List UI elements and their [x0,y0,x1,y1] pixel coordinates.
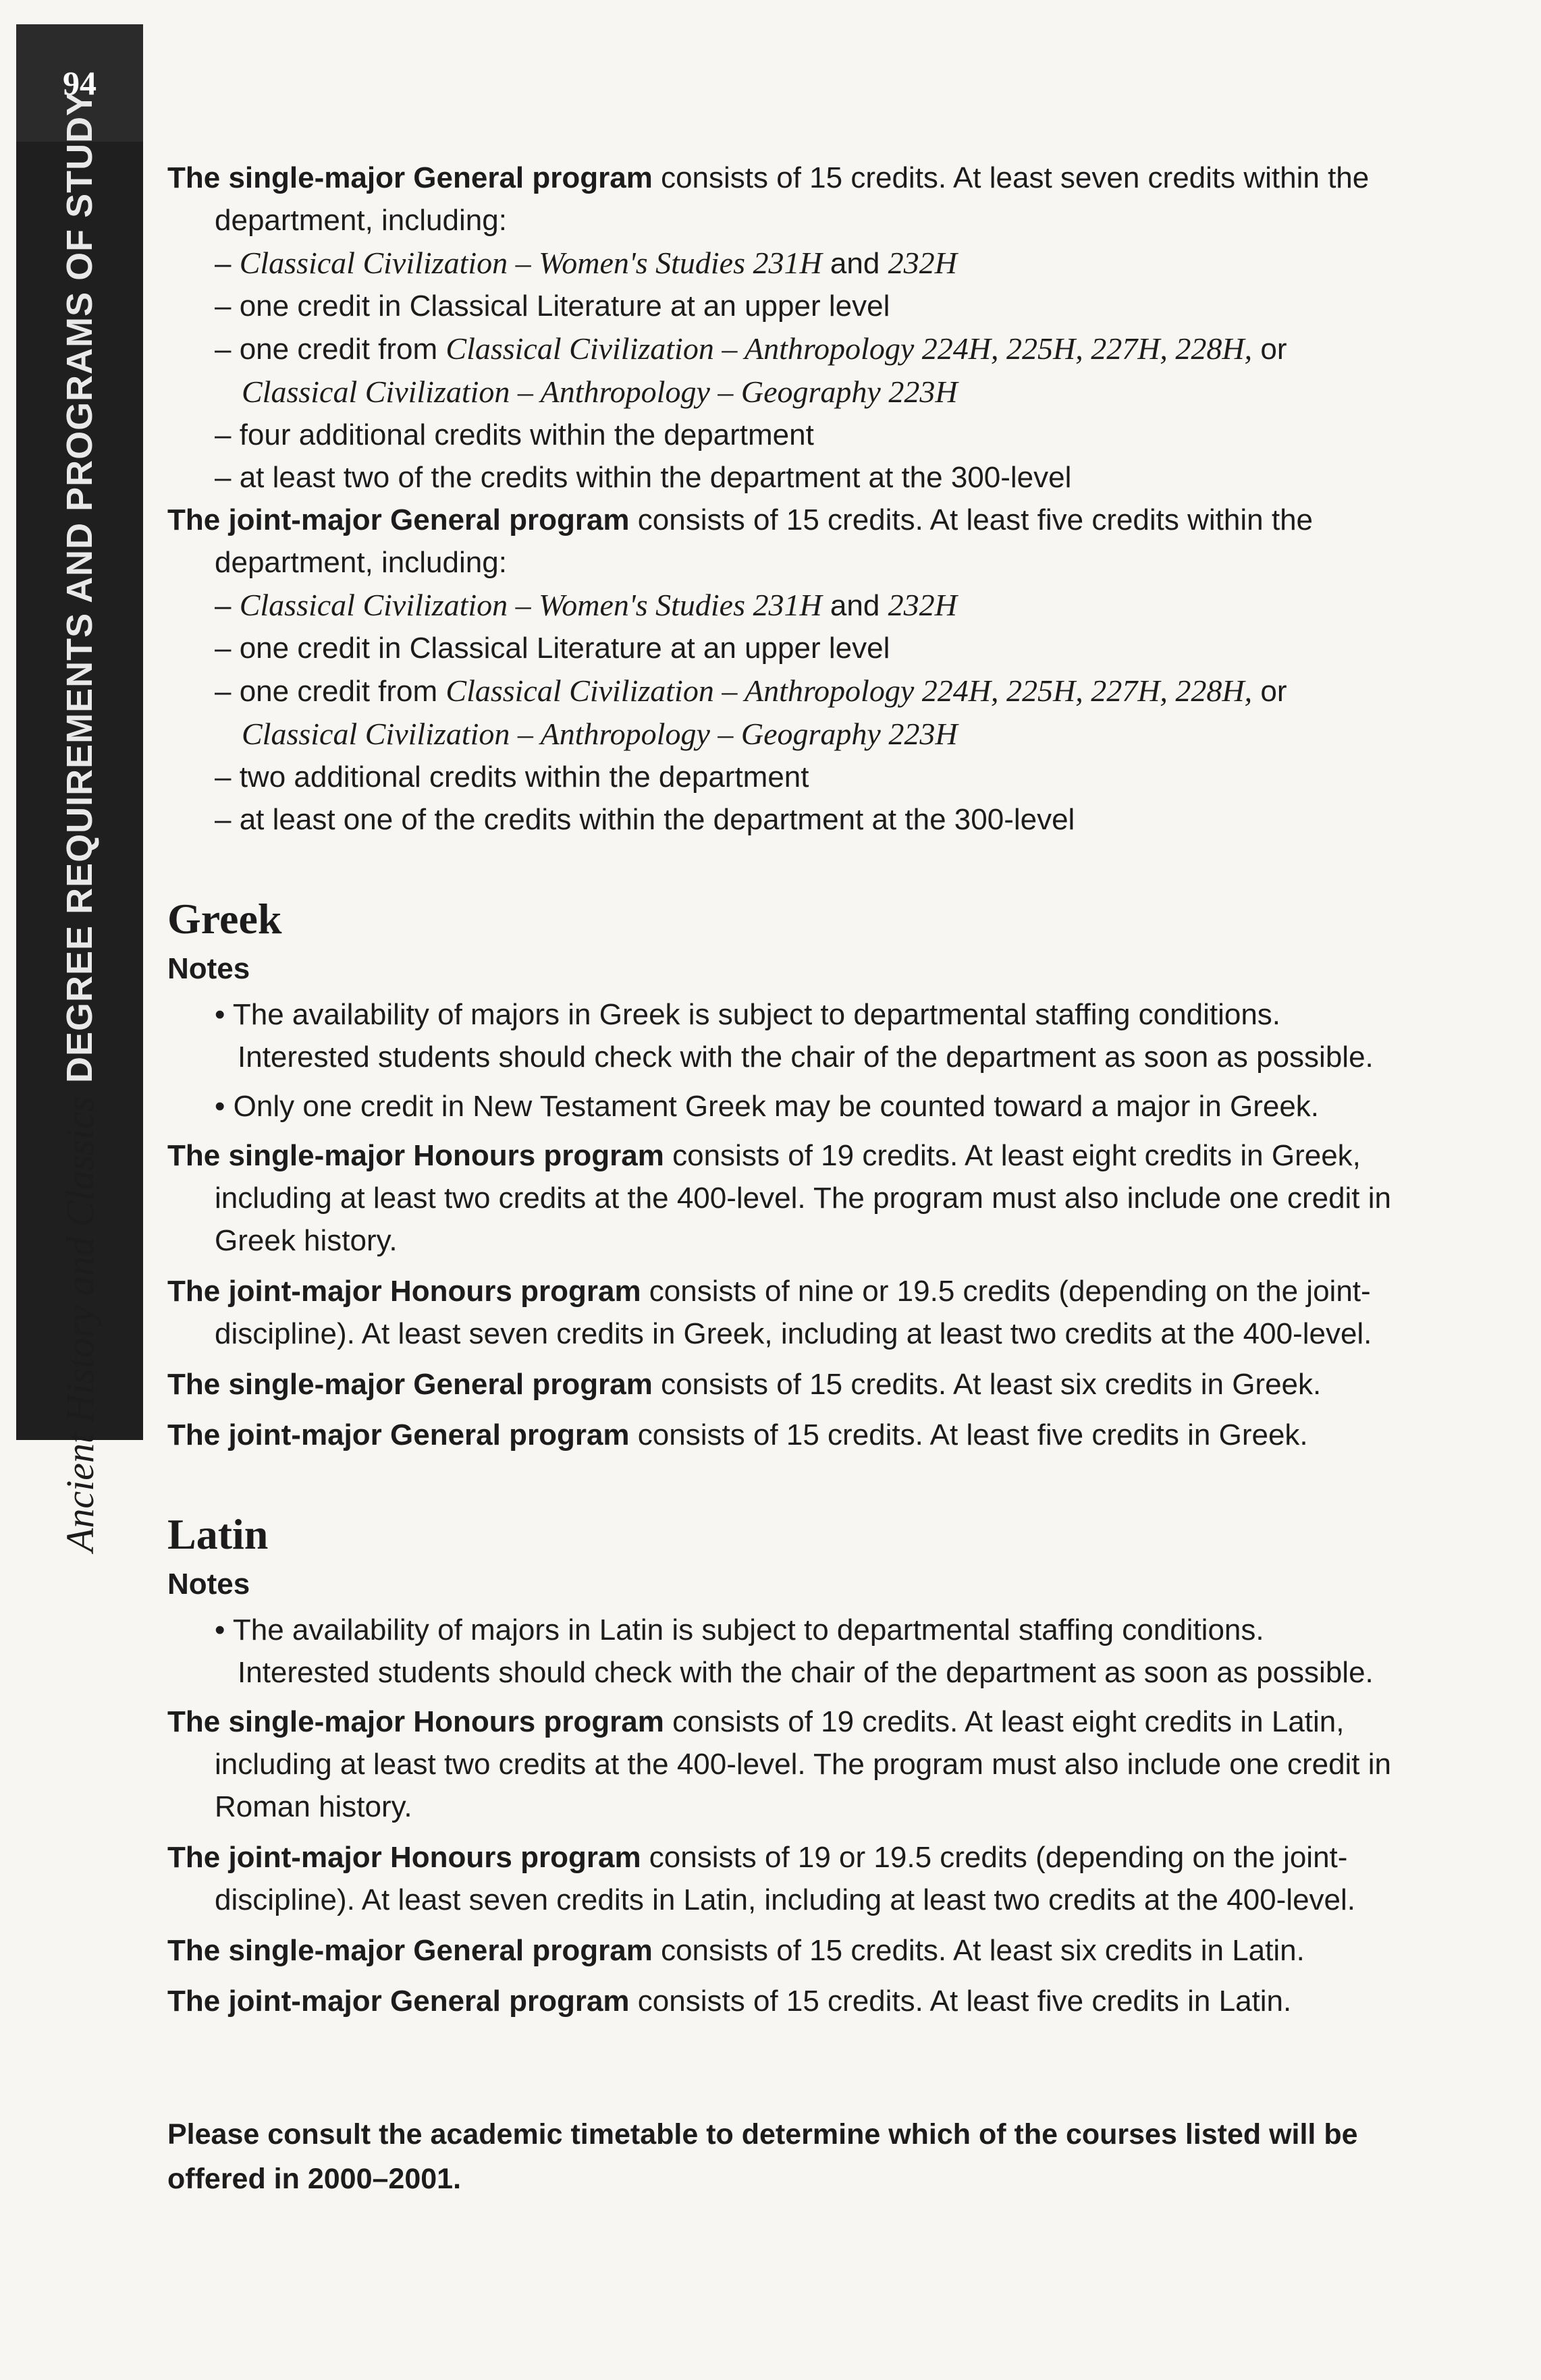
requirement-item [215,584,1403,627]
note-item: • Only one credit in New Testament Greek may be counted toward a major in Greek. [215,1085,1403,1128]
requirement-text: at least one of the credits within the department at the 300-level [239,803,1075,836]
requirement-item [215,756,1403,798]
requirement-item [215,669,1403,756]
requirement-text: two additional credits within the department [239,760,809,794]
side-department: Ancient History and Classics [57,1096,102,1552]
main-content [167,157,1403,2022]
requirement-item [215,627,1403,669]
side-section: DEGREE REQUIREMENTS AND PROGRAMS OF STUDY [59,90,100,1083]
requirement-list [167,242,1403,499]
requirement-item [215,798,1403,841]
requirement-text: one credit from [239,333,446,366]
requirement-text: one credit from [239,675,446,708]
requirement-text: one credit in Classical Literature at an upper level [239,289,890,323]
section-title-greek: Greek [167,895,282,943]
course-reference: 232H [888,246,957,280]
program-item: The single-major General program consists of 15 credits. At least six credits in Latin. [167,1934,1305,1967]
notes-label: Notes [167,952,250,985]
requirement-item [215,327,1403,414]
program-item: The single-major Honours program consists of 19 credits. At least eight credits in Latin, including at least two credits at the 400-level. The program must also include one credit in Roman history. [167,1705,1392,1823]
program-single-general: The single-major General program consists of 15 credits. At least seven credits within the department, including: [167,161,1370,237]
course-reference: Classical Civilization – Anthropology – Geography 223H [242,375,958,409]
requirement-item [215,285,1403,327]
requirement-item [215,456,1403,499]
program-item: The joint-major Honours program consists of nine or 19.5 credits (depending on the joint-discipline). At least seven credits in Greek, including at least two credits at the 400-level. [167,1275,1372,1350]
program-item: The joint-major General program consists of 15 credits. At least five credits in Latin. [167,1985,1292,2018]
requirement-text: one credit in Classical Literature at an upper level [239,632,890,665]
requirement-text: at least two of the credits within the department at the 300-level [239,461,1072,494]
program-item: The single-major General program consists of 15 credits. At least six credits in Greek. [167,1368,1322,1401]
note-item: • The availability of majors in Latin is subject to departmental staffing conditions. Interested students should check with the chair of the department as soon as possible. [215,1609,1403,1694]
requirement-text: and [821,589,888,622]
requirement-text: or [1252,333,1287,366]
program-item: The single-major Honours program consists of 19 credits. At least eight credits in Greek, including at least two credits at the 400-level. The program must also include one credit in Greek history. [167,1139,1392,1257]
page-number: 94 [16,24,143,142]
course-reference: Classical Civilization – Women's Studies 231H [239,588,822,622]
section-title-latin: Latin [167,1510,269,1558]
note-item: • The availability of majors in Greek is subject to departmental staffing conditions. Interested students should check with the chair of the department as soon as possible. [215,993,1403,1078]
course-reference: 232H [888,588,957,622]
course-reference: Classical Civilization – Anthropology 224H, 225H, 227H, 228H, [445,331,1253,366]
notes-list [167,993,1403,1128]
requirement-text: or [1252,675,1287,708]
course-reference: Classical Civilization – Anthropology – Geography 223H [242,717,958,751]
notes-list [167,1609,1403,1694]
notes-label: Notes [167,1568,250,1601]
program-item: The joint-major General program consists of 15 credits. At least five credits in Greek. [167,1418,1308,1451]
requirement-item [215,414,1403,456]
requirement-text: four additional credits within the department [239,418,814,451]
program-item: The joint-major Honours program consists of 19 or 19.5 credits (depending on the joint-discipline). At least seven credits in Latin, including at least two credits at the 400-level. [167,1841,1356,1916]
course-reference: Classical Civilization – Anthropology 224H, 225H, 227H, 228H, [445,673,1253,708]
timetable-note: Please consult the academic timetable to determine which of the courses listed will be offered in 2000–2001. [167,2118,1358,2195]
side-caption [51,90,108,1552]
program-joint-general: The joint-major General program consists of 15 credits. At least five credits within the department, including: [167,503,1314,579]
requirement-list [167,584,1403,841]
requirement-text: and [821,247,888,280]
course-reference: Classical Civilization – Women's Studies 231H [239,246,822,280]
requirement-item [215,242,1403,285]
